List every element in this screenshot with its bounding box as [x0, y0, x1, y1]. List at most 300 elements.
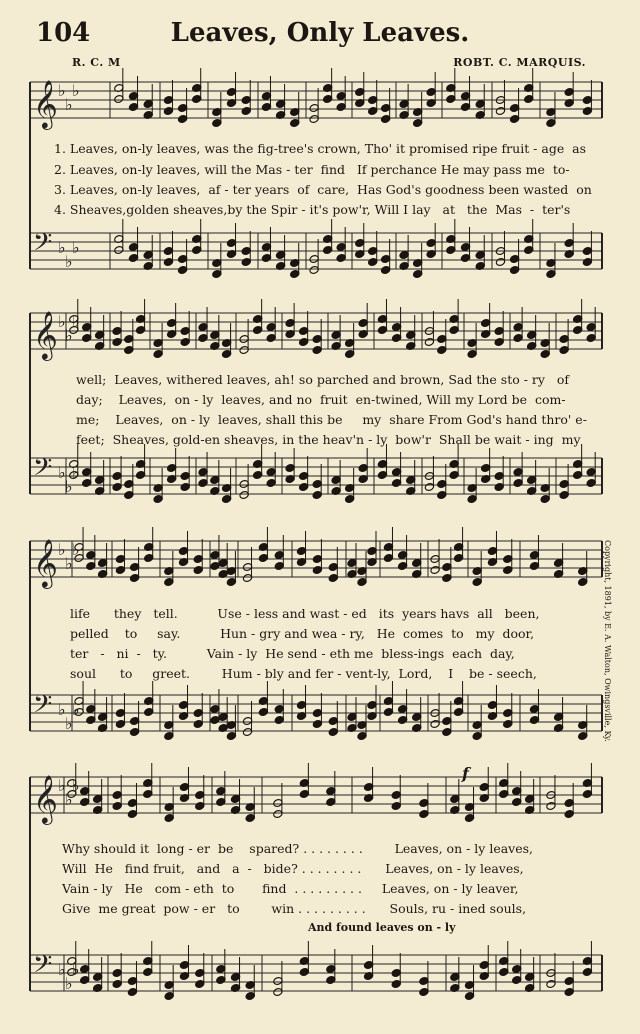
note-head: [413, 108, 423, 117]
note-head: [367, 712, 377, 721]
note-head: [218, 570, 228, 579]
note-head: [245, 814, 255, 823]
note-head: [212, 108, 222, 117]
note-head: [475, 251, 485, 260]
note-head: [312, 720, 322, 729]
note-head: [357, 732, 367, 741]
note-head: [80, 787, 90, 796]
note-head: [180, 483, 190, 492]
note-head: [242, 717, 252, 726]
note-head: [525, 795, 535, 804]
flat-icon: ♭: [58, 540, 66, 559]
note-head: [323, 95, 333, 104]
note-head: [553, 713, 563, 722]
note-head: [391, 980, 401, 989]
note-head: [266, 468, 276, 477]
note-head: [312, 480, 322, 489]
note-head: [80, 965, 90, 974]
note-head: [503, 720, 513, 729]
verse-line: me; Leaves, on - ly leaves, shall this be my share From God's hand thro' e-: [76, 412, 587, 427]
verse-line: soul to greet. Hum - bly and fer - vent-ly, Lord, I be - seech,: [70, 666, 537, 681]
dynamic-forte: f: [462, 764, 469, 783]
note-head: [285, 319, 295, 328]
note-head: [230, 806, 240, 815]
note-head: [328, 563, 338, 572]
note-head: [309, 104, 319, 113]
note-head: [153, 350, 163, 359]
note-head: [167, 464, 177, 473]
note-head: [381, 266, 391, 275]
note-head: [399, 251, 409, 260]
note-head: [129, 717, 139, 726]
note-head: [357, 721, 367, 730]
note-head: [358, 330, 368, 339]
note-head: [487, 701, 497, 710]
note-head: [129, 728, 139, 737]
note-head: [573, 460, 583, 469]
note-head: [383, 543, 393, 552]
note-head: [449, 315, 459, 324]
note-head: [399, 262, 409, 271]
note-head: [192, 246, 202, 255]
note-head: [494, 327, 504, 336]
note-head: [347, 713, 357, 722]
note-head: [377, 471, 387, 480]
note-head: [368, 96, 378, 105]
note-head: [406, 487, 416, 496]
note-head: [460, 243, 470, 252]
note-head: [347, 724, 357, 733]
note-head: [164, 721, 174, 730]
note-head: [578, 732, 588, 741]
note-head: [74, 708, 84, 717]
verse-line: Why should it long - er be spared? . . . . . . . . Leaves, on - ly leaves,: [62, 841, 534, 856]
note-head: [97, 713, 107, 722]
note-head: [540, 339, 550, 348]
note-head: [368, 247, 378, 256]
note-head: [312, 491, 322, 500]
note-head: [164, 814, 174, 823]
note-head: [216, 798, 226, 807]
note-head: [216, 965, 226, 974]
note-head: [397, 562, 407, 571]
note-head: [86, 705, 96, 714]
note-head: [210, 716, 220, 725]
note-head: [241, 107, 251, 116]
note-head: [467, 495, 477, 504]
note-head: [529, 562, 539, 571]
note-head: [193, 566, 203, 575]
note-head: [93, 984, 103, 993]
note-head: [178, 547, 188, 556]
flat-icon: ♭: [65, 95, 73, 114]
note-head: [464, 981, 474, 990]
note-head: [153, 339, 163, 348]
verse-line: well; Leaves, withered leaves, ah! so parched and brown, Sad the sto - ry of: [76, 372, 570, 387]
note-head: [299, 957, 309, 966]
note-head: [453, 697, 463, 706]
note-head: [573, 315, 583, 324]
bass-part-text: And found leaves on - ly: [308, 921, 456, 934]
note-head: [164, 992, 174, 1001]
note-head: [449, 326, 459, 335]
note-head: [285, 330, 295, 339]
note-head: [144, 543, 154, 552]
note-head: [331, 331, 341, 340]
note-head: [198, 323, 208, 332]
note-head: [540, 350, 550, 359]
note-head: [524, 84, 534, 93]
note-head: [114, 84, 124, 93]
note-head: [446, 84, 456, 93]
note-head: [553, 559, 563, 568]
note-head: [290, 270, 300, 279]
note-head: [74, 554, 84, 563]
note-head: [578, 578, 588, 587]
note-head: [112, 791, 122, 800]
note-head: [564, 250, 574, 259]
note-head: [368, 258, 378, 267]
note-head: [582, 107, 592, 116]
bass-clef-icon: 𝄢: [33, 228, 53, 263]
note-head: [472, 721, 482, 730]
note-head: [499, 968, 509, 977]
note-head: [93, 973, 103, 982]
note-head: [221, 484, 231, 493]
note-head: [192, 84, 202, 93]
note-head: [564, 239, 574, 248]
note-head: [179, 794, 189, 803]
note-head: [143, 957, 153, 966]
note-head: [93, 806, 103, 815]
note-head: [578, 567, 588, 576]
treble-clef-icon: 𝄞: [33, 79, 58, 128]
note-head: [143, 100, 153, 109]
note-head: [210, 476, 220, 485]
note-head: [479, 794, 489, 803]
note-head: [442, 717, 452, 726]
note-head: [446, 235, 456, 244]
note-head: [546, 791, 556, 800]
note-head: [80, 976, 90, 985]
note-head: [336, 243, 346, 252]
note-head: [397, 551, 407, 560]
note-head: [499, 790, 509, 799]
note-head: [309, 266, 319, 275]
note-head: [419, 799, 429, 808]
note-head: [114, 246, 124, 255]
note-head: [525, 984, 535, 993]
note-head: [67, 779, 77, 788]
note-head: [241, 258, 251, 267]
note-head: [112, 483, 122, 492]
note-head: [524, 246, 534, 255]
note-head: [135, 326, 145, 335]
note-head: [559, 335, 569, 344]
note-head: [124, 335, 134, 344]
note-head: [239, 480, 249, 489]
note-head: [253, 326, 263, 335]
note-head: [97, 559, 107, 568]
note-head: [299, 790, 309, 799]
note-head: [258, 697, 268, 706]
note-head: [377, 326, 387, 335]
note-head: [143, 262, 153, 271]
note-head: [383, 708, 393, 717]
note-head: [357, 567, 367, 576]
note-head: [326, 798, 336, 807]
note-head: [412, 559, 422, 568]
note-head: [546, 969, 556, 978]
note-head: [290, 108, 300, 117]
note-head: [129, 563, 139, 572]
note-head: [69, 326, 79, 335]
page-number: 104: [36, 18, 91, 48]
note-head: [179, 972, 189, 981]
verse-line: day; Leaves, on - ly leaves, and no fruit en-twined, Will my Lord be com-: [76, 392, 566, 407]
note-head: [275, 251, 285, 260]
note-head: [412, 713, 422, 722]
note-head: [210, 487, 220, 496]
note-head: [499, 957, 509, 966]
note-head: [449, 460, 459, 469]
note-head: [399, 111, 409, 120]
note-head: [299, 779, 309, 788]
note-head: [210, 705, 220, 714]
note-head: [450, 795, 460, 804]
note-head: [509, 266, 519, 275]
lyricist-credit: R. C. M: [72, 56, 121, 69]
note-head: [128, 92, 138, 101]
note-head: [573, 471, 583, 480]
note-head: [472, 578, 482, 587]
note-head: [495, 247, 505, 256]
treble-clef-icon: 𝄞: [33, 538, 58, 587]
note-head: [97, 570, 107, 579]
note-head: [467, 484, 477, 493]
note-head: [128, 254, 138, 263]
note-head: [573, 326, 583, 335]
note-head: [239, 335, 249, 344]
note-head: [494, 472, 504, 481]
note-head: [524, 235, 534, 244]
note-head: [582, 258, 592, 267]
note-head: [180, 327, 190, 336]
note-head: [391, 334, 401, 343]
flat-icon: ♭: [72, 776, 80, 795]
note-head: [464, 803, 474, 812]
note-head: [481, 475, 491, 484]
note-head: [115, 555, 125, 564]
note-head: [464, 992, 474, 1001]
note-head: [275, 100, 285, 109]
note-head: [245, 803, 255, 812]
note-head: [275, 262, 285, 271]
note-head: [135, 315, 145, 324]
note-head: [391, 323, 401, 332]
note-head: [128, 103, 138, 112]
note-head: [512, 965, 522, 974]
note-head: [527, 342, 537, 351]
note-head: [164, 567, 174, 576]
note-head: [412, 724, 422, 733]
note-head: [450, 984, 460, 993]
note-head: [397, 705, 407, 714]
note-head: [475, 262, 485, 271]
note-head: [424, 338, 434, 347]
note-head: [582, 779, 592, 788]
note-head: [546, 259, 556, 268]
note-head: [578, 721, 588, 730]
note-head: [406, 476, 416, 485]
bass-clef-icon: 𝄢: [33, 690, 53, 725]
note-head: [450, 806, 460, 815]
note-head: [216, 787, 226, 796]
note-head: [328, 728, 338, 737]
note-head: [143, 251, 153, 260]
note-head: [86, 562, 96, 571]
note-head: [226, 99, 236, 108]
note-head: [464, 814, 474, 823]
note-head: [397, 716, 407, 725]
note-head: [86, 716, 96, 725]
note-head: [275, 111, 285, 120]
note-head: [274, 716, 284, 725]
note-head: [195, 791, 205, 800]
note-head: [80, 798, 90, 807]
note-head: [479, 783, 489, 792]
note-head: [312, 346, 322, 355]
note-head: [192, 235, 202, 244]
note-head: [299, 327, 309, 336]
note-head: [221, 339, 231, 348]
note-head: [559, 346, 569, 355]
note-head: [524, 95, 534, 104]
note-head: [513, 334, 523, 343]
flat-icon: ♭: [72, 700, 80, 719]
note-head: [239, 491, 249, 500]
note-head: [195, 980, 205, 989]
bass-clef-icon: 𝄢: [33, 950, 53, 985]
note-head: [527, 476, 537, 485]
note-head: [363, 783, 373, 792]
note-head: [481, 319, 491, 328]
note-head: [218, 724, 228, 733]
note-head: [582, 957, 592, 966]
note-head: [129, 574, 139, 583]
note-head: [467, 339, 477, 348]
note-head: [226, 88, 236, 97]
note-head: [135, 471, 145, 480]
note-head: [527, 487, 537, 496]
note-head: [226, 567, 236, 576]
note-head: [509, 255, 519, 264]
note-head: [95, 487, 105, 496]
note-head: [347, 570, 357, 579]
flat-icon: ♭: [58, 238, 66, 257]
note-head: [328, 717, 338, 726]
note-head: [164, 732, 174, 741]
note-head: [368, 107, 378, 116]
note-head: [446, 246, 456, 255]
note-head: [226, 239, 236, 248]
note-head: [82, 323, 92, 332]
note-head: [198, 468, 208, 477]
note-head: [367, 547, 377, 556]
verse-line: feet; Sheaves, gold-en sheaves, in the heav'n - ly bow'r Shall be wait - ing my: [76, 432, 581, 447]
note-head: [82, 468, 92, 477]
note-head: [413, 259, 423, 268]
note-head: [167, 330, 177, 339]
note-head: [296, 547, 306, 556]
flat-icon: ♭: [65, 252, 73, 271]
flat-icon: ♭: [72, 81, 80, 100]
note-head: [336, 254, 346, 263]
note-head: [115, 720, 125, 729]
note-head: [163, 247, 173, 256]
note-head: [564, 988, 574, 997]
note-head: [442, 574, 452, 583]
note-head: [296, 558, 306, 567]
note-head: [525, 806, 535, 815]
note-head: [487, 547, 497, 556]
note-head: [442, 563, 452, 572]
note-head: [426, 239, 436, 248]
note-head: [216, 976, 226, 985]
note-head: [226, 250, 236, 259]
note-head: [472, 567, 482, 576]
note-head: [210, 331, 220, 340]
note-head: [367, 558, 377, 567]
note-head: [475, 111, 485, 120]
note-head: [527, 331, 537, 340]
note-head: [312, 555, 322, 564]
note-head: [253, 460, 263, 469]
note-head: [481, 464, 491, 473]
note-head: [127, 977, 137, 986]
note-head: [358, 319, 368, 328]
note-head: [413, 119, 423, 128]
note-head: [285, 464, 295, 473]
note-head: [198, 334, 208, 343]
note-head: [312, 335, 322, 344]
note-head: [546, 108, 556, 117]
note-head: [512, 787, 522, 796]
note-head: [453, 554, 463, 563]
note-head: [253, 471, 263, 480]
note-head: [582, 247, 592, 256]
note-head: [586, 479, 596, 488]
note-head: [143, 968, 153, 977]
note-head: [345, 495, 355, 504]
note-head: [239, 346, 249, 355]
note-head: [258, 543, 268, 552]
note-head: [95, 331, 105, 340]
flat-icon: ♭: [58, 960, 66, 979]
note-head: [299, 483, 309, 492]
treble-clef-icon: 𝄞: [33, 774, 58, 823]
note-head: [266, 323, 276, 332]
note-head: [442, 728, 452, 737]
note-head: [210, 342, 220, 351]
note-head: [503, 709, 513, 718]
note-head: [363, 794, 373, 803]
note-head: [391, 479, 401, 488]
note-head: [164, 981, 174, 990]
note-head: [495, 107, 505, 116]
composer-credit: ROBT. C. MARQUIS.: [453, 56, 586, 69]
copyright-note: Copyright, 1891, by E. A. Walton, Owingsville, Ky.: [603, 540, 612, 742]
